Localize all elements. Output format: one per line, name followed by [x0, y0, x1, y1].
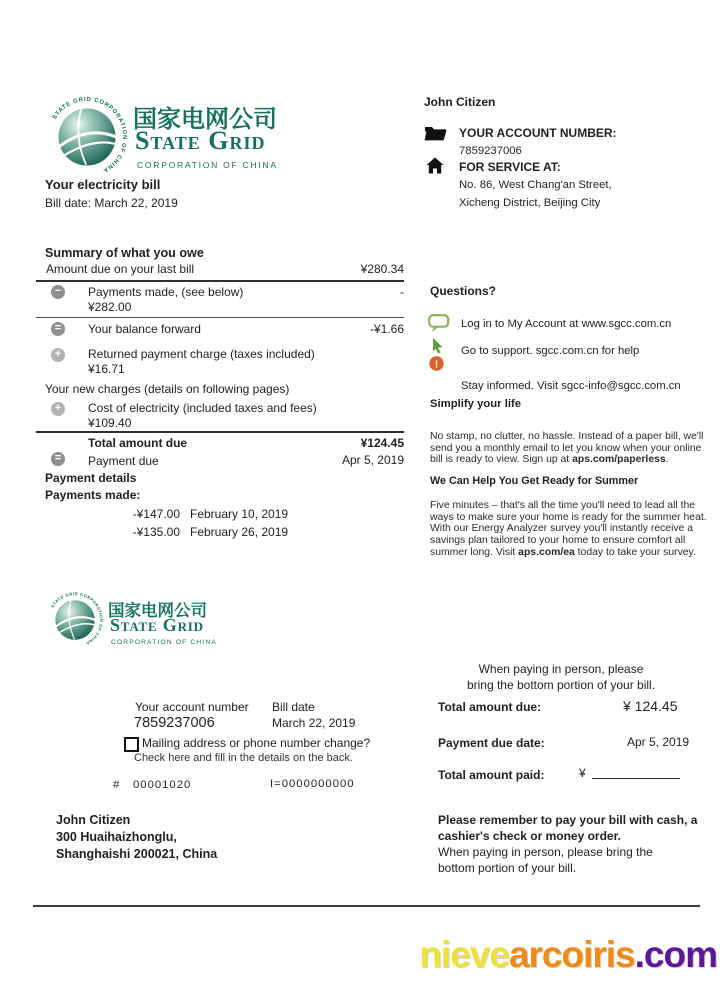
paperless-text: No stamp, no clutter, no hassle. Instead of a paper bill, we'll send you a monthly email to let you know when your online bill is ready to view. Sign up at — [430, 431, 704, 466]
summary-divider-3 — [36, 431, 404, 433]
payment-row-date: February 26, 2019 — [190, 525, 289, 539]
equals-circle-icon — [51, 452, 65, 466]
globe-ring-text: STATE GRID CORPORATION OF CHINA — [51, 96, 128, 174]
stub-total-due-label: Total amount due: — [438, 700, 542, 714]
minus-circle-icon — [51, 285, 65, 299]
questions-item-informed: Stay informed. Visit sgcc-info@sgcc.com.cn — [461, 380, 681, 392]
stub-paid-currency: ¥ — [579, 766, 586, 780]
plus-glyph: + — [54, 402, 62, 414]
logo-subtitle: CORPORATION OF CHINA — [111, 639, 217, 646]
globe-ring-text: STATE GRID CORPORATION OF CHINA — [49, 591, 104, 647]
balance-forward-amount: -¥1.66 — [369, 322, 404, 336]
payments-made-dash: - — [400, 285, 404, 299]
bring-note-line2: bring the bottom portion of your bill. — [466, 678, 656, 692]
last-bill-amount: ¥280.34 — [360, 262, 404, 276]
watermark-part-purple: .com — [634, 934, 717, 975]
stub-account-number: 7859237006 — [134, 715, 215, 731]
paperless-text-end: . — [665, 454, 669, 466]
mailing-name: John Citizen — [56, 813, 131, 827]
address-change-subtext: Check here and fill in the details on the back. — [134, 752, 353, 764]
paperless-paragraph — [430, 431, 708, 466]
address-change-checkbox[interactable] — [124, 737, 139, 752]
summary-divider-2 — [36, 317, 404, 318]
state-grid-globe-icon — [45, 95, 129, 179]
equals-glyph: = — [54, 322, 62, 334]
mailing-address-line1: 300 Huaihaizhonglu, — [56, 830, 177, 844]
summer-paragraph — [430, 500, 710, 559]
alert-glyph: ! — [434, 358, 439, 371]
reminder-text: When paying in person, please bring the bottom portion of your bill. — [438, 845, 653, 875]
total-due-label: Total amount due — [88, 436, 188, 450]
simplify-title: Simplify your life — [430, 398, 522, 410]
summary-title: Summary of what you owe — [45, 246, 204, 260]
customer-name: John Citizen — [424, 95, 496, 109]
account-number-value: 7859237006 — [459, 145, 522, 157]
bottom-divider — [33, 905, 700, 907]
payment-due-date: Apr 5, 2019 — [341, 453, 404, 467]
summer-link: aps.com/ea — [518, 546, 575, 558]
payments-made-title: Payments made: — [45, 488, 141, 502]
questions-title: Questions? — [430, 284, 497, 298]
equals-glyph: = — [54, 452, 62, 464]
summary-divider-1 — [36, 280, 404, 282]
plus-circle-icon — [51, 348, 65, 362]
service-at-label: FOR SERVICE AT: — [459, 160, 561, 174]
payments-made-label: Payments made, (see below) — [88, 285, 244, 299]
stub-code-hash: # — [113, 779, 120, 791]
plus-glyph: + — [54, 348, 62, 360]
stub-total-due-amount: ¥ 124.45 — [623, 698, 678, 714]
cursor-icon — [432, 338, 446, 354]
summer-title: We Can Help You Get Ready for Summer — [430, 475, 639, 487]
payment-details-title: Payment details — [45, 471, 137, 485]
returned-charge-label: Returned payment charge (taxes included) — [88, 347, 315, 361]
bill-title: Your electricity bill — [45, 177, 161, 192]
payments-made-amount: ¥282.00 — [88, 300, 132, 314]
logo-english-name: State Grid — [135, 126, 266, 155]
total-due-amount: ¥124.45 — [360, 436, 404, 450]
payment-row-amount: -¥147.00 — [132, 507, 180, 521]
reminder-bold-text: Please remember to pay your bill with cash, a cashier's check or money order. — [438, 813, 698, 843]
stub-bill-date: March 22, 2019 — [272, 716, 356, 730]
stub-account-label: Your account number — [135, 700, 249, 714]
plus-circle-icon — [51, 402, 65, 416]
watermark-part-yellow: nieve — [419, 934, 509, 975]
service-address-line2: Xicheng District, Beijing City — [459, 197, 601, 209]
logo-chinese-name: 国家电网公司 — [108, 602, 207, 620]
chat-bubble-icon — [428, 314, 450, 333]
payment-row-amount: -¥135.00 — [132, 525, 180, 539]
folder-icon — [424, 124, 447, 141]
stub-bill-date-label: Bill date — [272, 700, 315, 714]
summer-text-end: today to take your survey. — [574, 546, 696, 558]
returned-charge-amount: ¥16.71 — [88, 362, 125, 376]
stub-code-right: I=0000000000 — [270, 778, 355, 790]
payment-due-label: Payment due — [88, 454, 159, 468]
minus-glyph: − — [54, 285, 62, 297]
stub-paid-label: Total amount paid: — [438, 768, 545, 782]
stub-code-left: 00001020 — [133, 779, 192, 791]
balance-forward-label: Your balance forward — [88, 322, 201, 336]
stub-due-date: Apr 5, 2019 — [627, 735, 690, 749]
account-number-label: YOUR ACCOUNT NUMBER: — [459, 126, 617, 140]
paperless-link: aps.com/paperless — [572, 454, 666, 466]
logo-subtitle: CORPORATION OF CHINA — [137, 160, 278, 170]
address-change-label: Mailing address or phone number change? — [142, 736, 371, 750]
questions-item-login: Log in to My Account at www.sgcc.com.cn — [461, 318, 672, 330]
last-bill-label: Amount due on your last bill — [46, 262, 195, 276]
bring-note-line1: When paying in person, please — [478, 662, 644, 676]
watermark — [419, 934, 717, 976]
bill-date: Bill date: March 22, 2019 — [45, 196, 178, 210]
new-charges-note: Your new charges (details on following pages) — [45, 382, 290, 396]
electricity-cost-label: Cost of electricity (included taxes and fees) — [88, 401, 317, 415]
equals-circle-icon — [51, 322, 65, 336]
total-paid-blank-field — [592, 764, 680, 779]
stub-due-date-label: Payment due date: — [438, 736, 545, 750]
summer-text: Five minutes – that's all the time you'll need to lead all the ways to make sure your home is ready for the summer heat. With our Energy Analyzer survey you'll instantly receive a savings plan tailored to your home to ensure comfort all summer long. Visit — [430, 500, 707, 558]
payment-row-date: February 10, 2019 — [190, 507, 289, 521]
logo-english-name: State Grid — [110, 615, 204, 635]
alert-icon — [429, 356, 444, 371]
watermark-part-orange: arcoiris — [508, 934, 635, 975]
mailing-address-line2: Shanghaishi 200021, China — [56, 847, 218, 861]
logo-chinese-name: 国家电网公司 — [133, 106, 277, 133]
state-grid-globe-icon — [46, 591, 104, 649]
service-address-line1: No. 86, West Chang'an Street, — [459, 179, 612, 191]
electricity-cost-amount: ¥109.40 — [88, 416, 132, 430]
house-icon — [426, 157, 444, 174]
questions-item-support: Go to support. sgcc.com.cn for help — [461, 345, 640, 357]
